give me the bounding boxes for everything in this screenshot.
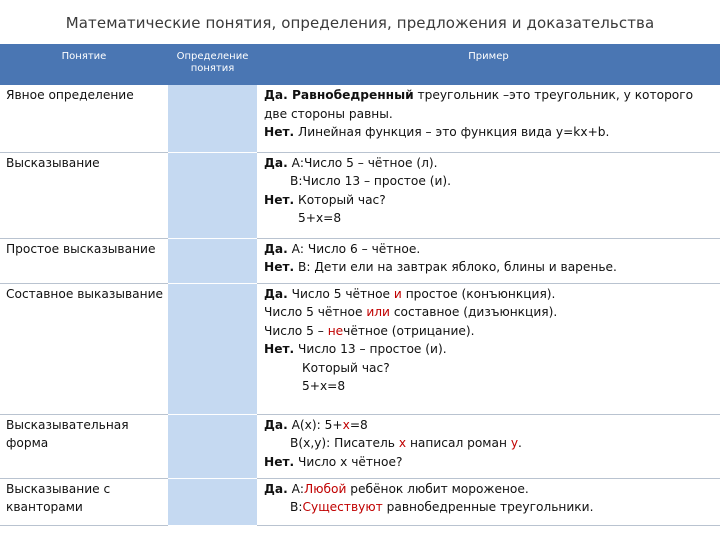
table-row: [0, 283, 720, 414]
example-cell: Да. Число 5 чётное и простое (конъюнкция). Число 5 чётное или составное (дизъюнкция). Число 5 – нечётное (отрицание). Нет. Число 13 – простое (и). Который час? 5+х=8: [257, 283, 720, 414]
definition-cell: [168, 414, 257, 478]
header-concept: Понятие: [0, 44, 168, 85]
example-cell: Да. Равнобедренный треугольник –это треугольник, у которого две стороны равны. Нет. Линейная функция – это функция вида y=kx+b.: [257, 85, 720, 152]
example-cell: Да. А:Число 5 – чётное (л). В:Число 13 – простое (и). Нет. Который час? 5+х=8: [257, 152, 720, 238]
definition-cell: [168, 85, 257, 152]
definition-cell: [168, 238, 257, 283]
table-row: [0, 414, 720, 478]
definition-cell: [168, 152, 257, 238]
concepts-table: [0, 44, 720, 526]
table-row: [0, 85, 720, 152]
concept-cell: Простое высказывание: [0, 238, 168, 283]
definition-cell: [168, 478, 257, 525]
concept-cell: Высказывание с кванторами: [0, 478, 168, 525]
concept-cell: Высказывание: [0, 152, 168, 238]
definition-cell: [168, 283, 257, 414]
concept-cell: Высказывательная форма: [0, 414, 168, 478]
table-row: [0, 152, 720, 238]
header-definition: Определение понятия: [168, 44, 257, 85]
table-row: [0, 478, 720, 525]
concept-cell: Составное выказывание: [0, 283, 168, 414]
table-row: [0, 238, 720, 283]
example-cell: Да. А: Число 6 – чётное. Нет. В: Дети ели на завтрак яблоко, блины и варенье.: [257, 238, 720, 283]
header-example: Пример: [257, 44, 720, 85]
page-title: Математические понятия, определения, предложения и доказательства: [65, 14, 655, 32]
example-cell: Да. А:Любой ребёнок любит мороженое. В:Существуют равнобедренные треугольники.: [257, 478, 720, 525]
concept-cell: Явное определение: [0, 85, 168, 152]
table-header-row: [0, 44, 720, 85]
example-cell: Да. А(х): 5+х=8 В(х,у): Писатель х написал роман у. Нет. Число х чётное?: [257, 414, 720, 478]
